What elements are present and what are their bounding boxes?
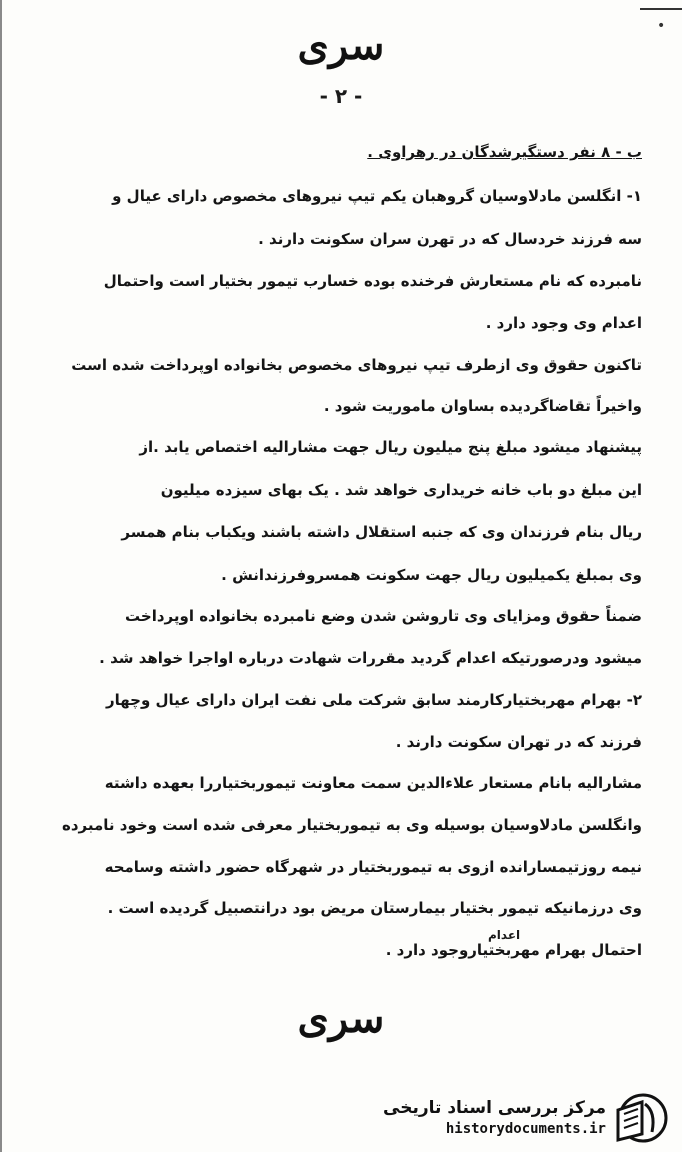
classification-bottom: سری <box>297 995 385 1042</box>
body-line: سه فرزند خردسال که در تهرن سران سکونت دارند . <box>258 230 642 248</box>
body-line: وانگلسن مادلاوسیان بوسیله وی به تیموربختیار معرفی شده است وخود نامبرده <box>61 816 642 834</box>
body-line: نامبرده که نام مستعارش فرخنده بوده خسارب تیمور بختیار است واحتمال <box>103 272 642 290</box>
body-line: واخیراً تقاضاگردیده بساوان ماموریت شود . <box>323 397 642 415</box>
classification-top: سری <box>297 22 385 69</box>
footer-url[interactable]: historydocuments.ir <box>445 1121 606 1137</box>
body-line: تاکنون حقوق وی ازطرف تیپ نیروهای مخصوص بخانواده اوپرداخت شده است <box>71 356 642 374</box>
body-line: اعدام وی وجود دارد . <box>485 314 642 332</box>
scan-speck: • <box>657 18 666 34</box>
body-line: ۲- بهرام مهربختیارکارمند سابق شرکت ملی نفت ایران دارای عیال وچهار <box>106 691 642 709</box>
marginal-note: اعدام <box>488 928 521 942</box>
scan-edge-left <box>0 0 2 1152</box>
footer-title: مرکز بررسی اسناد تاریخی <box>383 1098 606 1118</box>
body-line: ریال بنام فرزندان وی که جنبه استقلال داشته باشند ویکباب بنام همسر <box>121 523 642 541</box>
scan-edge-top <box>640 8 682 10</box>
body-line: ۱- انگلسن مادلاوسیان گروهبان یکم تیپ نیروهای مخصوص دارای عیال و <box>112 187 642 205</box>
body-line: احتمال بهرام مهربختیاروجود دارد . <box>385 941 642 959</box>
body-line: ضمناً حقوق ومزایای وی تاروشن شدن وضع نامبرده بخانواده اوپرداخت <box>125 607 642 625</box>
section-heading: ب - ۸ نفر دستگیرشدگان در رهراوی . <box>367 143 642 161</box>
body-line: وی درزمانیکه تیمور بختیار بیمارستان مریض بود درانتصبیل گردیده است . <box>107 899 642 917</box>
body-line: وی بمبلغ یکمیلیون ریال جهت سکونت همسروفرزندانش . <box>221 566 642 584</box>
body-line: مشارالیه بانام مستعار علاءالدین سمت معاونت تیموربختیاررا بعهده داشته <box>104 774 642 792</box>
body-line: پیشنهاد میشود مبلغ پنج میلیون ریال جهت مشارالیه اختصاص یابد .از <box>139 438 642 456</box>
body-line: نیمه روزتیمسارانده ازوی به تیموربختیار در شهرگاه حضور داشته وسامحه <box>104 858 642 876</box>
body-line: این مبلغ دو باب خانه خریداری خواهد شد . یک بهای سیزده میلیون <box>160 481 642 499</box>
page-number: - ۲ - <box>319 84 363 108</box>
body-line: فرزند که در تهران سکونت دارند . <box>395 733 642 751</box>
body-line: میشود ودرصورتیکه اعدام گردید مقررات شهادت درباره اواجرا خواهد شد . <box>99 649 642 667</box>
book-logo-icon <box>612 1092 670 1144</box>
